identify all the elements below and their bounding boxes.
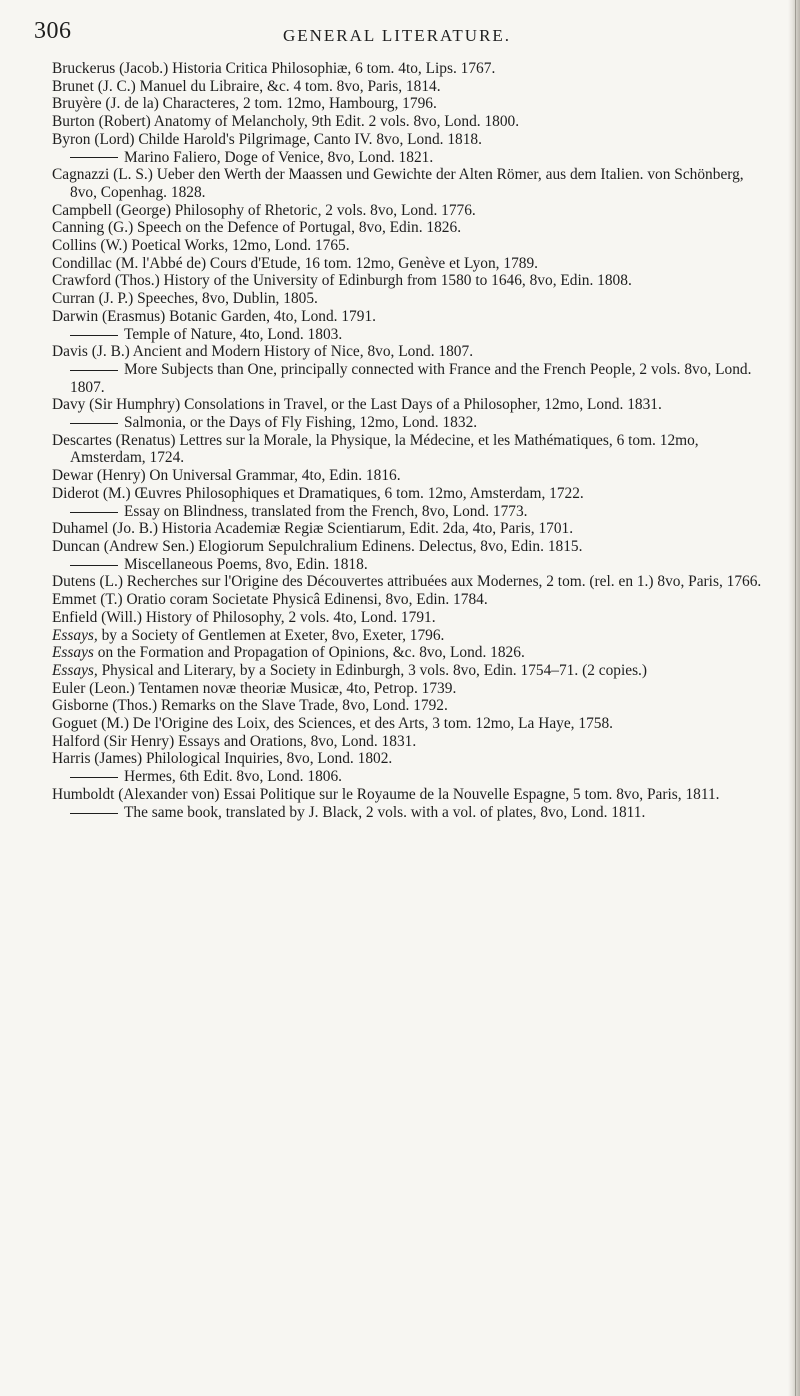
- catalogue-entry: [52, 680, 762, 698]
- entry-text: Burton (Robert) Anatomy of Melancholy, 9th Edit. 2 vols. 8vo, Lond. 1800.: [52, 113, 520, 131]
- catalogue-entry: [52, 786, 762, 804]
- entry-text: Darwin (Erasmus) Botanic Garden, 4to, Lond. 1791.: [52, 307, 376, 325]
- page-header: [34, 18, 760, 52]
- entry-text: Goguet (M.) De l'Origine des Loix, des Sciences, et des Arts, 3 tom. 12mo, La Haye, 1758.: [52, 715, 613, 733]
- catalogue-entry: [52, 290, 762, 308]
- entry-text: Brunet (J. C.) Manuel du Libraire, &c. 4 tom. 8vo, Paris, 1814.: [52, 77, 441, 95]
- ditto-dash: [70, 157, 118, 158]
- catalogue-entry: [52, 697, 762, 715]
- catalogue-entry: [52, 750, 762, 768]
- catalogue-subentry: [52, 768, 762, 786]
- entry-text: Temple of Nature, 4to, Lond. 1803.: [124, 325, 343, 343]
- entry-text: Campbell (George) Philosophy of Rhetoric, 2 vols. 8vo, Lond. 1776.: [52, 201, 476, 219]
- ditto-dash: [70, 512, 118, 513]
- entry-text: Enfield (Will.) History of Philosophy, 2 vols. 4to, Lond. 1791.: [52, 608, 436, 626]
- ditto-dash: [70, 565, 118, 566]
- entry-text: Gisborne (Thos.) Remarks on the Slave Trade, 8vo, Lond. 1792.: [52, 697, 448, 715]
- catalogue-entry: [52, 432, 762, 467]
- entry-text: Cagnazzi (L. S.) Ueber den Werth der Maassen und Gewichte der Alten Römer, aus dem Italien. von Schönberg, 8vo, Copenhag. 1828.: [52, 166, 744, 201]
- entry-text: Miscellaneous Poems, 8vo, Edin. 1818.: [124, 555, 368, 573]
- entry-text: Condillac (M. l'Abbé de) Cours d'Etude, 16 tom. 12mo, Genève et Lyon, 1789.: [52, 254, 538, 272]
- entry-text: Davis (J. B.) Ancient and Modern History of Nice, 8vo, Lond. 1807.: [52, 343, 474, 361]
- catalogue-subentry: [52, 804, 762, 822]
- page-binding-edge: [788, 0, 800, 1396]
- catalogue-subentry: [52, 326, 762, 344]
- entry-text: Bruyère (J. de la) Characteres, 2 tom. 12mo, Hambourg, 1796.: [52, 95, 437, 113]
- catalogue-entry: [52, 308, 762, 326]
- catalogue-subentry: [52, 149, 762, 167]
- catalogue-subentry: [52, 414, 762, 432]
- ditto-dash: [70, 370, 118, 371]
- catalogue-entry: [52, 396, 762, 414]
- catalogue-entry: [52, 485, 762, 503]
- catalogue-entry: [52, 202, 762, 220]
- entry-text: Emmet (T.) Oratio coram Societate Physicâ Edinensi, 8vo, Edin. 1784.: [52, 591, 488, 609]
- catalogue-entry: [52, 237, 762, 255]
- catalogue-entry: [52, 219, 762, 237]
- ditto-dash: [70, 335, 118, 336]
- entry-text: Descartes (Renatus) Lettres sur la Morale, la Physique, la Médecine, et les Mathématiques, 6 tom. 12mo, Amsterdam, 1724.: [52, 431, 699, 467]
- catalogue-entry: [52, 131, 762, 149]
- catalogue-entries: [52, 60, 762, 821]
- entry-text: Physical and Literary, by a Society in Edinburgh, 3 vols. 8vo, Edin. 1754–71. (2 copies.): [97, 661, 648, 679]
- entry-lead-title: Essays,: [52, 661, 98, 679]
- catalogue-entry: [52, 733, 762, 751]
- entry-text: Humboldt (Alexander von) Essai Politique sur le Royaume de la Nouvelle Espagne, 5 tom. 8vo, Paris, 1811.: [52, 785, 720, 803]
- catalogue-entry: [52, 715, 762, 733]
- ditto-dash: [70, 813, 118, 814]
- catalogue-entry: [52, 573, 762, 591]
- entry-text: More Subjects than One, principally connected with France and the French People, 2 vols. 8vo, Lond. 1807.: [70, 360, 752, 396]
- entry-text: on the Formation and Propagation of Opinions, &c. 8vo, Lond. 1826.: [93, 644, 525, 662]
- catalogue-entry: [52, 166, 762, 201]
- catalogue-subentry: [52, 361, 762, 396]
- catalogue-entry: [52, 113, 762, 131]
- catalogue-entry: [52, 627, 762, 645]
- catalogue-subentry: [52, 556, 762, 574]
- entry-lead-title: Essays,: [52, 626, 98, 644]
- catalogue-entry: [52, 538, 762, 556]
- entry-text: Canning (G.) Speech on the Defence of Portugal, 8vo, Edin. 1826.: [52, 219, 462, 237]
- entry-text: Euler (Leon.) Tentamen novæ theoriæ Musicæ, 4to, Petrop. 1739.: [52, 679, 457, 697]
- entry-text: Duncan (Andrew Sen.) Elogiorum Sepulchralium Edinens. Delectus, 8vo, Edin. 1815.: [52, 537, 583, 555]
- catalogue-entry: [52, 520, 762, 538]
- catalogue-entry: [52, 95, 762, 113]
- entry-text: Collins (W.) Poetical Works, 12mo, Lond. 1765.: [52, 237, 350, 255]
- entry-text: by a Society of Gentlemen at Exeter, 8vo, Exeter, 1796.: [97, 626, 445, 644]
- entry-text: Essay on Blindness, translated from the French, 8vo, Lond. 1773.: [124, 502, 528, 520]
- catalogue-subentry: [52, 503, 762, 521]
- entry-text: Dutens (L.) Recherches sur l'Origine des Découvertes attribuées aux Modernes, 2 tom. (rel. en 1.) 8vo, Paris, 1766.: [52, 573, 762, 591]
- catalogue-entry: [52, 78, 762, 96]
- entry-text: Marino Faliero, Doge of Venice, 8vo, Lond. 1821.: [124, 148, 434, 166]
- running-title: GENERAL LITERATURE.: [282, 26, 512, 45]
- ditto-dash: [70, 777, 118, 778]
- catalogue-entry: [52, 467, 762, 485]
- entry-text: Salmonia, or the Days of Fly Fishing, 12mo, Lond. 1832.: [124, 414, 478, 432]
- catalogue-entry: [52, 591, 762, 609]
- entry-text: Halford (Sir Henry) Essays and Orations, 8vo, Lond. 1831.: [52, 732, 417, 750]
- catalogue-entry: [52, 644, 762, 662]
- entry-text: Diderot (M.) Œuvres Philosophiques et Dramatiques, 6 tom. 12mo, Amsterdam, 1722.: [52, 484, 584, 502]
- catalogue-entry: [52, 255, 762, 273]
- catalogue-entry: [52, 272, 762, 290]
- ditto-dash: [70, 423, 118, 424]
- entry-text: Harris (James) Philological Inquiries, 8vo, Lond. 1802.: [52, 750, 393, 768]
- entry-text: Curran (J. P.) Speeches, 8vo, Dublin, 1805.: [52, 290, 318, 308]
- page-number: 306: [34, 18, 72, 44]
- catalogue-entry: [52, 60, 762, 78]
- catalogue-entry: [52, 343, 762, 361]
- entry-text: Davy (Sir Humphry) Consolations in Travel, or the Last Days of a Philosopher, 12mo, Lond. 1831.: [52, 396, 662, 414]
- catalogue-entry: [52, 609, 762, 627]
- entry-text: Duhamel (Jo. B.) Historia Academiæ Regiæ Scientiarum, Edit. 2da, 4to, Paris, 1701.: [52, 520, 574, 538]
- entry-text: Bruckerus (Jacob.) Historia Critica Philosophiæ, 6 tom. 4to, Lips. 1767.: [52, 60, 496, 77]
- entry-text: The same book, translated by J. Black, 2 vols. with a vol. of plates, 8vo, Lond. 1811.: [124, 803, 646, 821]
- entry-text: Hermes, 6th Edit. 8vo, Lond. 1806.: [124, 768, 343, 786]
- catalogue-entry: [52, 662, 762, 680]
- entry-text: Dewar (Henry) On Universal Grammar, 4to, Edin. 1816.: [52, 467, 401, 485]
- entry-text: Crawford (Thos.) History of the University of Edinburgh from 1580 to 1646, 8vo, Edin. 1808.: [52, 272, 632, 290]
- entry-lead-title: Essays: [52, 644, 94, 662]
- entry-text: Byron (Lord) Childe Harold's Pilgrimage, Canto IV. 8vo, Lond. 1818.: [52, 130, 482, 148]
